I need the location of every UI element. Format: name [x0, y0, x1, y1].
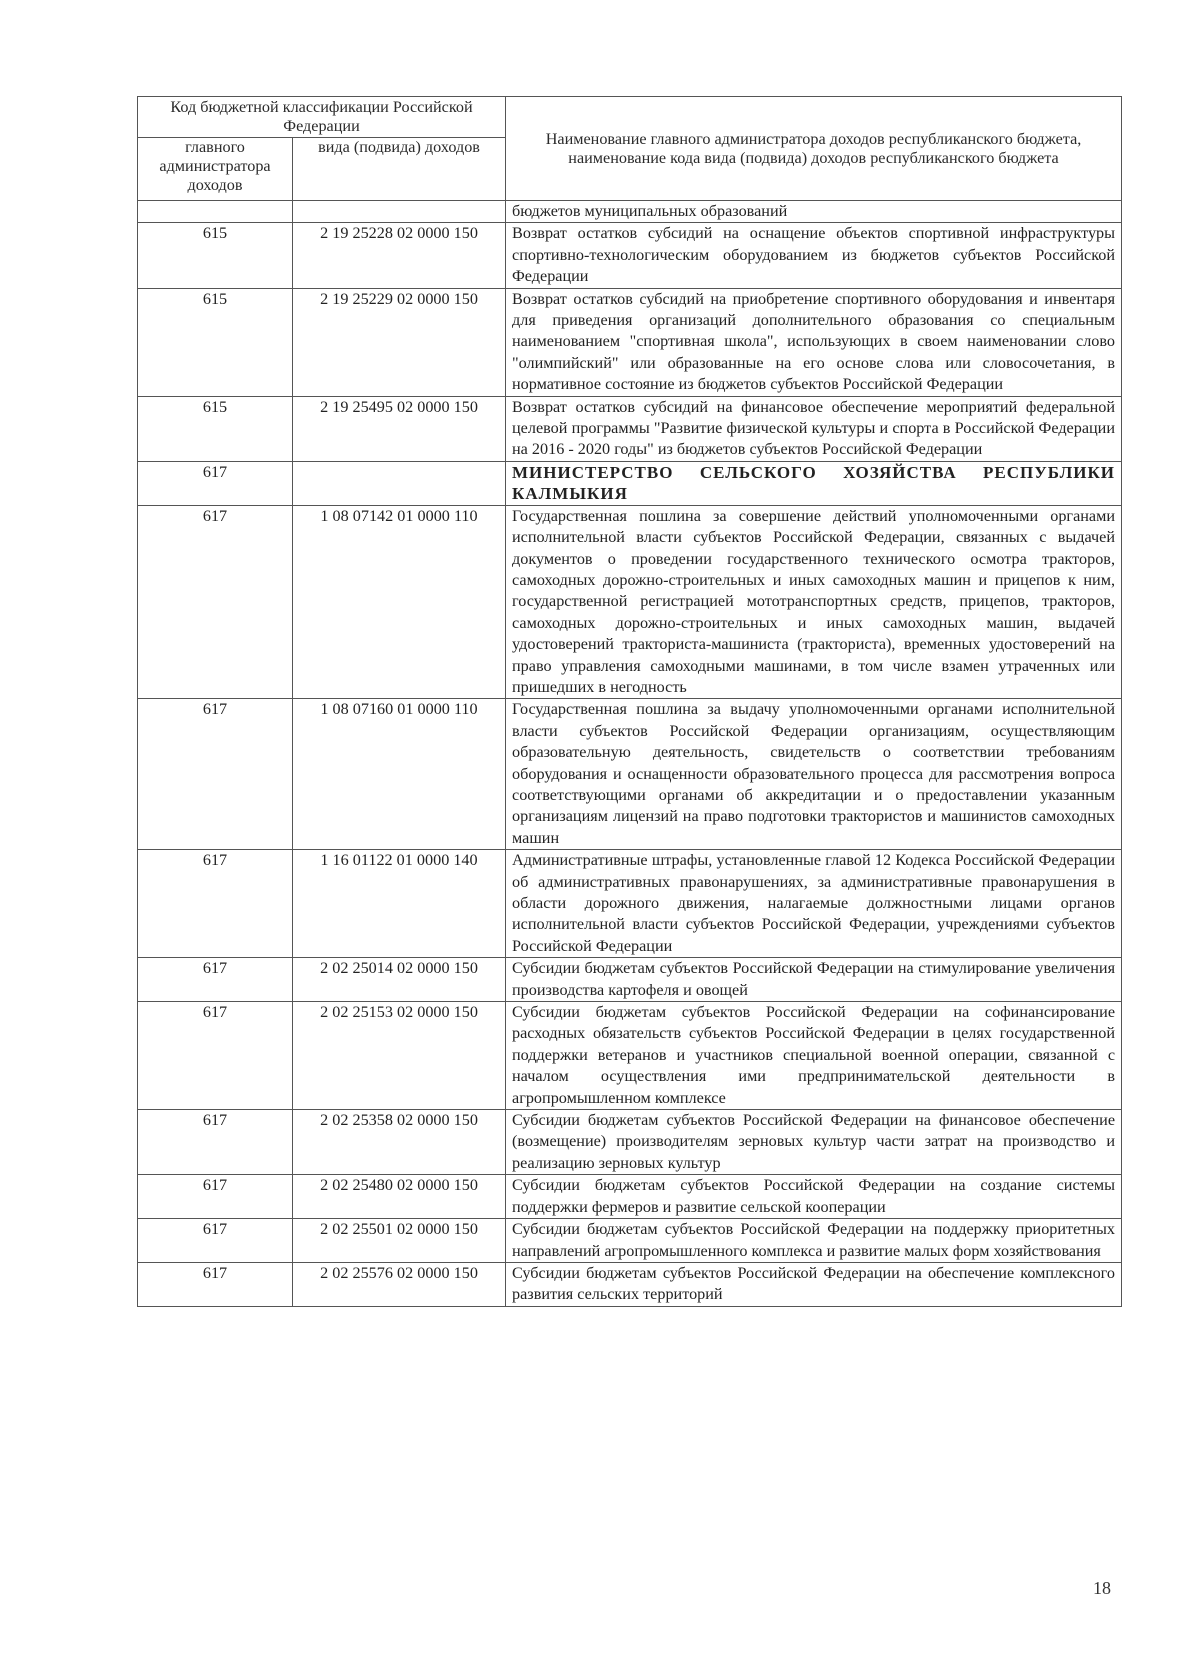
revenue-code-cell: 2 02 25480 02 0000 150: [293, 1175, 506, 1219]
revenue-name-cell: Возврат остатков субсидий на оснащение объектов спортивной инфраструктуры спортивно-технологическим оборудованием из бюджетов субъектов Российской Федерации: [506, 223, 1122, 288]
admin-code-cell: 617: [138, 1262, 293, 1306]
table-row: [138, 1262, 1122, 1306]
revenue-name-cell: Субсидии бюджетам субъектов Российской Федерации на софинансирование расходных обязательств субъектов Российской Федерации в целях государственной поддержки ветеранов и участников специальной военной операции, связанной с началом осуществления ими предпринимательской деятельности в агропромышленном комплексе: [506, 1002, 1122, 1110]
admin-code-cell: 617: [138, 1002, 293, 1110]
revenue-code-cell: 2 19 25228 02 0000 150: [293, 223, 506, 288]
admin-code-cell: 617: [138, 461, 293, 505]
revenue-name-cell: Субсидии бюджетам субъектов Российской Федерации на финансовое обеспечение (возмещение) производителям зерновых культур части затрат на производство и реализацию зерновых культур: [506, 1110, 1122, 1175]
revenue-name-cell: Субсидии бюджетам субъектов Российской Федерации на создание системы поддержки фермеров и развитие сельской кооперации: [506, 1175, 1122, 1219]
table-header-row: [138, 97, 1122, 138]
admin-column-header: главного администратора доходов: [138, 138, 293, 201]
revenue-name-cell: бюджетов муниципальных образований: [506, 201, 1122, 223]
revenue-name-cell: Государственная пошлина за выдачу уполномоченными органами исполнительной власти субъектов Российской Федерации организациям, осуществляющим образовательную деятельность, свидетельств о соответствии требованиям оборудования и оснащенности образовательного процесса для рассмотрения вопроса соответствующими органами об аккредитации и о предоставлении указанным организациям лицензий на право подготовки трактористов и машинистов самоходных машин: [506, 699, 1122, 850]
revenue-classification-table: [137, 96, 1122, 1307]
admin-code-cell: 615: [138, 223, 293, 288]
table-row: [138, 1175, 1122, 1219]
table-row: [138, 1002, 1122, 1110]
table-row: [138, 201, 1122, 223]
admin-code-cell: 617: [138, 699, 293, 850]
revenue-code-cell: 2 02 25576 02 0000 150: [293, 1262, 506, 1306]
admin-code-cell: 615: [138, 288, 293, 396]
revenue-code-cell: 2 02 25014 02 0000 150: [293, 958, 506, 1002]
revenue-code-cell: 2 02 25358 02 0000 150: [293, 1110, 506, 1175]
table-row: [138, 1110, 1122, 1175]
revenue-name-cell: Субсидии бюджетам субъектов Российской Федерации на обеспечение комплексного развития сельских территорий: [506, 1262, 1122, 1306]
revenue-code-cell: 2 02 25153 02 0000 150: [293, 1002, 506, 1110]
table-row: [138, 223, 1122, 288]
revenue-name-cell: Возврат остатков субсидий на финансовое обеспечение мероприятий федеральной целевой программы "Развитие физической культуры и спорта в Российской Федерации на 2016 - 2020 годы" из бюджетов субъектов Российской Федерации: [506, 396, 1122, 461]
table-row: [138, 396, 1122, 461]
table-body: [138, 201, 1122, 1307]
table-row: [138, 505, 1122, 699]
revenue-code-cell: 2 19 25229 02 0000 150: [293, 288, 506, 396]
revenue-code-cell: 1 16 01122 01 0000 140: [293, 850, 506, 958]
revenue-code-cell: 1 08 07142 01 0000 110: [293, 505, 506, 699]
table-row: [138, 958, 1122, 1002]
revenue-code-cell: 2 19 25495 02 0000 150: [293, 396, 506, 461]
admin-code-cell: 617: [138, 1219, 293, 1263]
revenue-name-cell: Субсидии бюджетам субъектов Российской Федерации на поддержку приоритетных направлений агропромышленного комплекса и развитие малых форм хозяйствования: [506, 1219, 1122, 1263]
revenue-code-cell: 1 08 07160 01 0000 110: [293, 699, 506, 850]
budget-code-group-header: Код бюджетной классификации Российской Федерации: [138, 97, 506, 138]
revenue-name-cell: МИНИСТЕРСТВО СЕЛЬСКОГО ХОЗЯЙСТВА РЕСПУБЛИКИ КАЛМЫКИЯ: [506, 461, 1122, 505]
admin-code-cell: [138, 201, 293, 223]
admin-code-cell: 615: [138, 396, 293, 461]
revenue-name-cell: Государственная пошлина за совершение действий уполномоченными органами исполнительной власти субъектов Российской Федерации, связанных с выдачей документов о проведении государственного технического осмотра тракторов, самоходных дорожно-строительных и иных самоходных машин и прицепов к ним, государственной регистрацией мототранспортных средств, прицепов, тракторов, самоходных дорожно-строительных и иных самоходных машин, выдачей удостоверений тракториста-машиниста (тракториста), временных удостоверений на право управления самоходными машинами, в том числе взамен утраченных или пришедших в негодность: [506, 505, 1122, 699]
admin-code-cell: 617: [138, 505, 293, 699]
revenue-code-cell: [293, 461, 506, 505]
table-row: [138, 850, 1122, 958]
admin-code-cell: 617: [138, 850, 293, 958]
table-row: [138, 1219, 1122, 1263]
code-column-header: вида (подвида) доходов: [293, 138, 506, 201]
admin-code-cell: 617: [138, 958, 293, 1002]
table-row: [138, 288, 1122, 396]
admin-code-cell: 617: [138, 1110, 293, 1175]
revenue-code-cell: [293, 201, 506, 223]
table-row: [138, 699, 1122, 850]
revenue-name-cell: Административные штрафы, установленные главой 12 Кодекса Российской Федерации об административных правонарушениях, за административные правонарушения в области дорожного движения, налагаемые должностными лицами органов исполнительной власти субъектов Российской Федерации, учреждениями субъектов Российской Федерации: [506, 850, 1122, 958]
table-row: [138, 461, 1122, 505]
revenue-name-cell: Субсидии бюджетам субъектов Российской Федерации на стимулирование увеличения производства картофеля и овощей: [506, 958, 1122, 1002]
name-column-header: Наименование главного администратора доходов республиканского бюджета, наименование кода вида (подвида) доходов республиканского бюджета: [506, 97, 1122, 201]
admin-code-cell: 617: [138, 1175, 293, 1219]
revenue-code-cell: 2 02 25501 02 0000 150: [293, 1219, 506, 1263]
page-number: 18: [1093, 1578, 1111, 1598]
revenue-name-cell: Возврат остатков субсидий на приобретение спортивного оборудования и инвентаря для приведения организаций дополнительного образования со специальным наименованием "спортивная школа", использующих в своем наименовании слово "олимпийский" или образованные на его основе слова или словосочетания, в нормативное состояние из бюджетов субъектов Российской Федерации: [506, 288, 1122, 396]
